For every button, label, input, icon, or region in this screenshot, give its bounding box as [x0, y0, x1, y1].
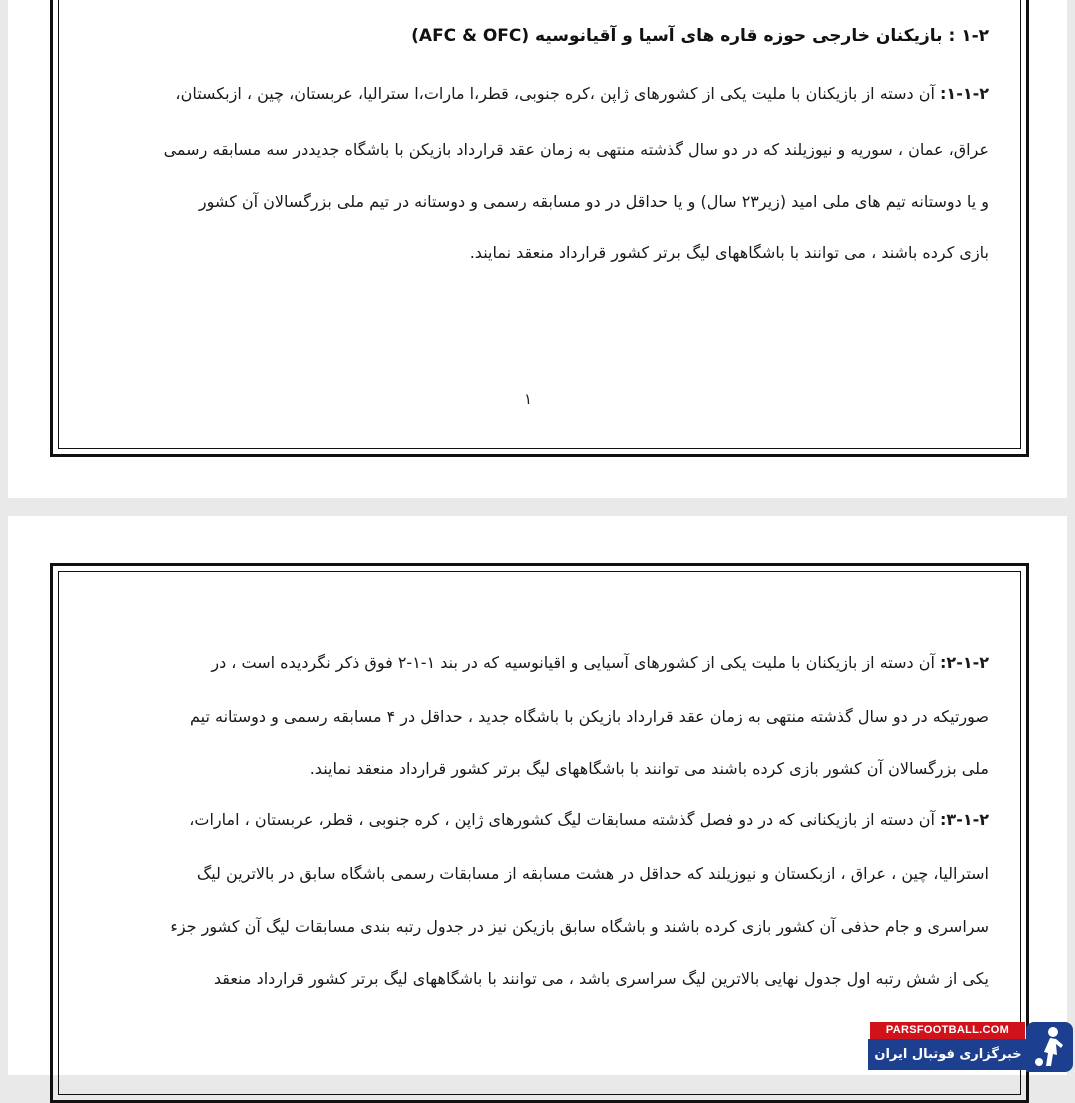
line-text: ملی بزرگسالان آن کشور بازی کرده باشند می توانند با باشگاههای لیگ برتر کشور قرارداد منعقد نمایند. [309, 759, 989, 778]
paragraph-line [112, 864, 989, 883]
clause-number: ۱-۱-۲: [940, 84, 989, 103]
paragraph-1-1-2 [112, 84, 989, 284]
paragraph-line [112, 192, 989, 211]
paragraph-2-1-2 [112, 653, 989, 793]
paragraph-line [112, 917, 989, 936]
line-text: آن دسته از بازیکنانی که در دو فصل گذشته مسابقات لیگ کشورهای ژاپن ، کره جنوبی ، قطر، عربستان ، امارات، [189, 810, 935, 829]
line-text: و یا دوستانه تیم های ملی امید (زیر۲۳ سال) و یا حداقل در دو مسابقه رسمی و دوستانه در تیم ملی بزرگسالان آن کشور [198, 192, 989, 211]
section-heading: ۱-۲ : بازیکنان خارجی حوزه قاره های آسیا و آقیانوسیه (AFC & OFC) [411, 26, 989, 46]
watermark-tagline: خبرگزاری فوتبال ایران [868, 1039, 1028, 1070]
document-page-2 [8, 516, 1067, 1075]
page-number: ۱ [524, 390, 533, 408]
line-text: آن دسته از بازیکنان با ملیت یکی از کشورهای آسیایی و اقیانوسیه که در بند ۱-۱-۲ فوق ذکر نگردیده است ، در [211, 653, 935, 672]
line-text: بازی کرده باشند ، می توانند با باشگاههای لیگ برتر کشور قرارداد منعقد نمایند. [469, 243, 989, 262]
paragraph-line [112, 707, 989, 726]
paragraph-line [112, 759, 989, 778]
paragraph-3-1-2 [112, 810, 989, 1010]
watermark-site-name: PARSFOOTBALL.COM [870, 1022, 1025, 1039]
paragraph-line [112, 969, 989, 988]
clause-number: ۳-۱-۲: [940, 810, 989, 829]
paragraph-line [112, 84, 989, 103]
line-text: سراسری و جام حذفی آن کشور بازی کرده باشند و باشگاه سابق بازیکن نیز در جدول رتبه بندی مسابقات لیگ آن کشور جزء [170, 917, 989, 936]
line-text: صورتیکه در دو سال گذشته منتهی به زمان عقد قرارداد بازیکن با باشگاه جدید ، حداقل در ۴ مسابقه رسمی و دوستانه تیم [189, 707, 989, 726]
paragraph-line [112, 140, 989, 159]
clause-number: ۲-۱-۲: [940, 653, 989, 672]
paragraph-line [112, 243, 989, 262]
paragraph-line [112, 810, 989, 829]
line-text: استرالیا، چین ، عراق ، ازبکستان و نیوزیلند که حداقل در هشت مسابقه از مسابقات رسمی باشگاه سابق در بالاترین لیگ [196, 864, 989, 883]
site-watermark [868, 1022, 1075, 1075]
footballer-icon [1026, 1022, 1073, 1072]
paragraph-line [112, 653, 989, 672]
line-text: یکی از شش رتبه اول جدول نهایی بالاترین لیگ سراسری باشد ، می توانند با باشگاههای لیگ برتر کشور قرارداد منعقد [213, 969, 989, 988]
line-text: عراق، عمان ، سوریه و نیوزیلند که در دو سال گذشته منتهی به زمان عقد قرارداد بازیکن با باشگاه جدیددر سه مسابقه رسمی [163, 140, 989, 159]
document-page-1 [8, 0, 1067, 498]
line-text: آن دسته از بازیکنان با ملیت یکی از کشورهای ژاپن ،کره جنوبی، قطر،ا مارات،ا سترالیا، عربستان، چین ، ازبکستان، [175, 84, 935, 103]
